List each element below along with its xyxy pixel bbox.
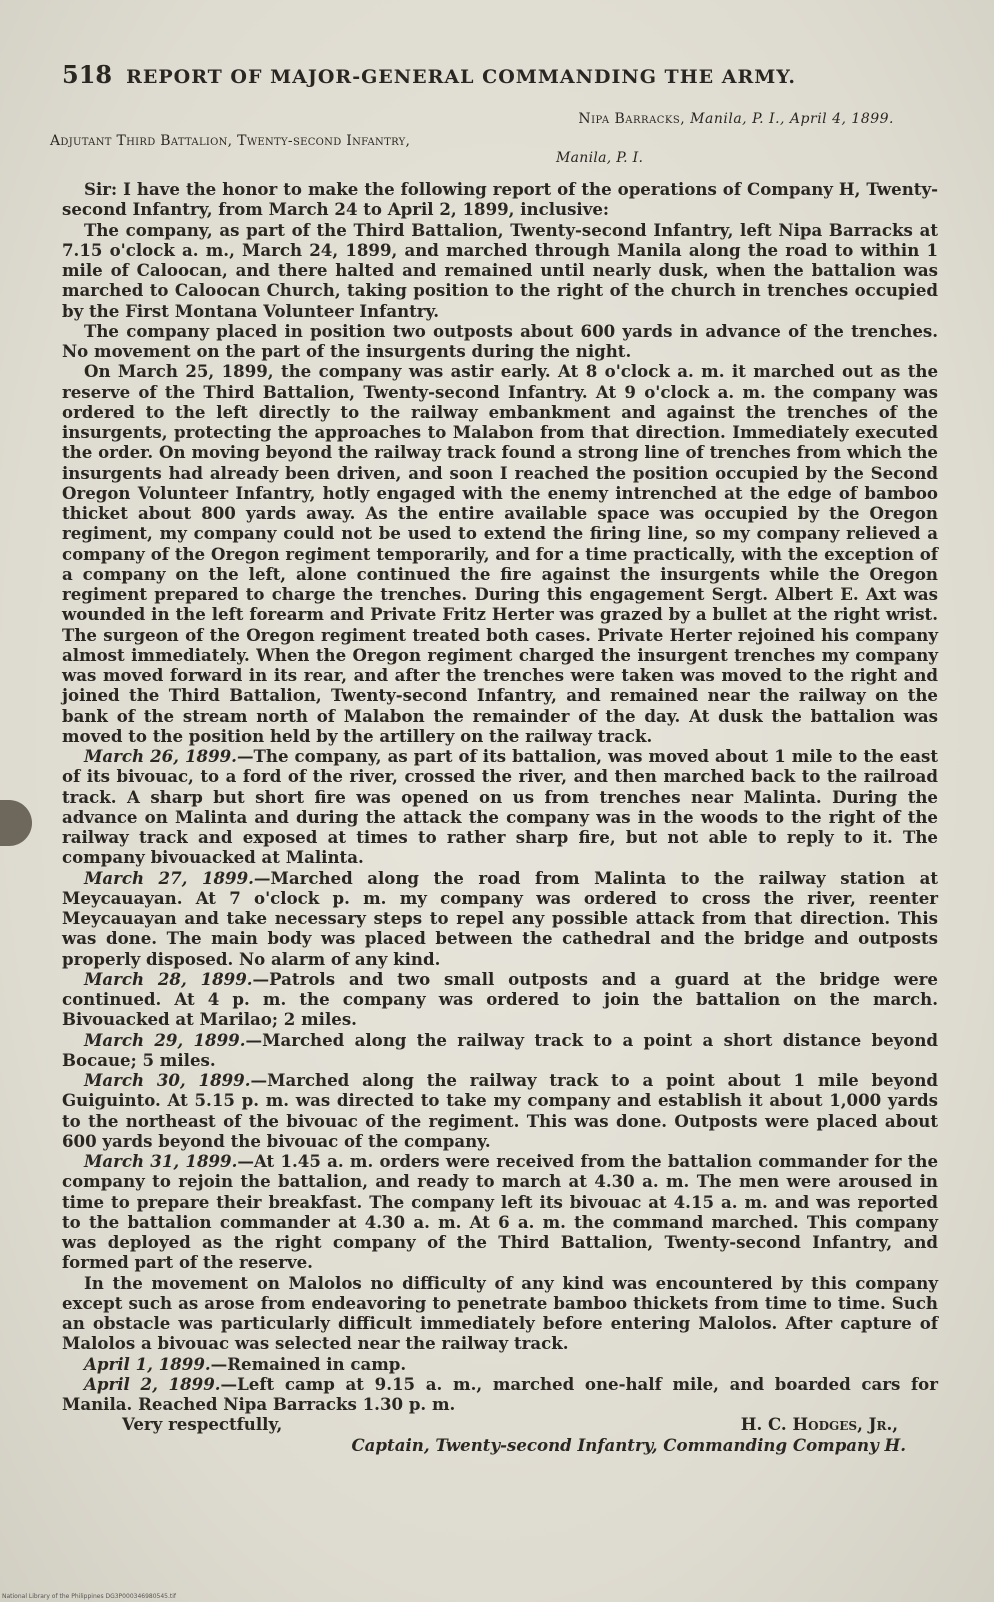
signature: H. C. Hodges, Jr., xyxy=(740,1414,898,1435)
paragraph xyxy=(62,1151,938,1273)
paragraph-date-lead: March 28, 1899. xyxy=(84,968,253,989)
paragraph xyxy=(62,1273,938,1354)
paragraph-text: —Marched along the road from Malinta to the railway station at Meycauayan. At 7 o'clock p. m. my company was ordered to cross the river, reenter Meycauayan and take necessary steps to repel any possible attack from that direction. This was done. The main body was placed between the cathedral and the bridge and outposts properly disposed. No alarm of any kind. xyxy=(62,867,938,969)
paragraph xyxy=(62,746,938,868)
paragraph xyxy=(62,220,938,321)
scan-credit: National Library of the Philippines DG3P000346980545.tif xyxy=(2,1593,177,1600)
paragraph-text: In the movement on Malolos no difficulty of any kind was encountered by this company except such as arose from endeavoring to penetrate bamboo thickets from time to time. Such an obstacle was particularly difficult immediately before entering Malolos. After capture of Malolos a bivouac was selected near the railway track. xyxy=(62,1272,938,1354)
paragraph-date-lead: March 27, 1899. xyxy=(84,867,254,888)
paragraph xyxy=(62,1354,938,1374)
paragraph-text: —Left camp at 9.15 a. m., marched one-half mile, and boarded cars for Manila. Reached Nipa Barracks 1.30 p. m. xyxy=(62,1373,938,1414)
paragraph-text: —Patrols and two small outposts and a guard at the bridge were continued. At 4 p. m. the company was ordered to join the battalion on the march. Bivouacked at Marilao; 2 miles. xyxy=(62,968,938,1030)
page-title: REPORT OF MAJOR-GENERAL COMMANDING THE ARMY. xyxy=(126,66,797,88)
valediction: Very respectfully, xyxy=(122,1414,283,1435)
addressee xyxy=(50,133,938,167)
paragraph-date-lead: March 30, 1899. xyxy=(84,1070,251,1090)
paragraph-date-lead: March 26, 1899. xyxy=(84,746,237,766)
paragraph-date-lead: April 1, 1899. xyxy=(84,1353,211,1374)
paragraph xyxy=(62,179,938,220)
paragraph-text: —Remained in camp. xyxy=(210,1353,407,1374)
addressee-line-2: Manila, P. I. xyxy=(556,150,644,166)
addressee-line-1: Adjutant Third Battalion, Twenty-second Infantry, xyxy=(50,133,411,149)
paragraph xyxy=(62,868,938,969)
paragraph-text: —The company, as part of its battalion, was moved about 1 mile to the east of its bivouac, to a ford of the river, crossed the river, and then marched back to the railroad track. A sharp but short fire was opened on us from trenches near Malinta. During the advance on Malinta and during the attack the company was in the woods to the right of the railway track and exposed at times to rather sharp fire, but not able to reply to it. The company bivouacked at Malinta. xyxy=(62,746,938,868)
paragraph-text: The company placed in position two outposts about 600 yards in advance of the trenches. No movement on the part of the insurgents during the night. xyxy=(62,320,938,361)
paragraph-text: —At 1.45 a. m. orders were received from the battalion commander for the company to rejoin the battalion, and ready to march at 4.30 a. m. The men were aroused in time to prepare their breakfast. The company left its bivouac at 4.15 a. m. and was reported to the battalion commander at 4.30 a. m. At 6 a. m. the command marched. This company was deployed as the right company of the Third Battalion, Twenty-second Infantry, and formed part of the reserve. xyxy=(62,1151,939,1273)
paragraph-date-lead: March 29, 1899. xyxy=(84,1029,246,1050)
paragraph-text: The company, as part of the Third Battalion, Twenty-second Infantry, left Nipa Barracks at 7.15 o'clock a. m., March 24, 1899, and marched through Manila along the road to within 1 mile of Caloocan, and there halted and remained until nearly dusk, when the battalion was marched to Caloocan Church, taking position to the right of the church in trenches occupied by the First Montana Volunteer Infantry. xyxy=(62,219,938,321)
paragraph xyxy=(62,361,938,746)
paragraph-text: On March 25, 1899, the company was astir early. At 8 o'clock a. m. it marched out as the reserve of the Third Battalion, Twenty-second Infantry. At 9 o'clock a. m. the company was ordered to the left directly to the railway embankment and against the trenches of the insurgents, protecting the approaches to Malabon from that direction. Immediately executed the order. On moving beyond the railway track found a strong line of trenches from which the insurgents had already been driven, and soon I reached the position occupied by the Second Oregon Volunteer Infantry, hotly engaged with the enemy intrenched at the edge of bamboo thicket about 800 yards away. As the entire available space was occupied by the Oregon regiment, my company could not be used to extend the firing line, so my company relieved a company of the Oregon regiment temporarily, and for a time practically, with the exception of a company on the left, alone continued the fire against the insurgents while the Oregon regiment prepared to charge the trenches. During this engagement Sergt. Albert E. Axt was wounded in the left forearm and Private Fritz Herter was grazed by a bullet at the right wrist. The surgeon of the Oregon regiment treated both cases. Private Herter rejoined his company almost immediately. When the Oregon regiment charged the insurgent trenches my company was moved forward in its rear, and after the trenches were taken was moved to the right and joined the Third Battalion, Twenty-second Infantry, and remained near the railway on the bank of the stream north of Malabon the remainder of the day. At dusk the battalion was moved to the position held by the artillery on the railway track. xyxy=(62,361,938,746)
dateline-date: Manila, P. I., April 4, 1899. xyxy=(690,111,894,127)
paragraph xyxy=(62,321,938,362)
paragraph xyxy=(62,1030,938,1071)
closing-block xyxy=(62,1414,938,1458)
scan-thumb-mark xyxy=(0,800,32,846)
dateline-place: Nipa Barracks, xyxy=(578,111,686,127)
page-number: 518 xyxy=(62,60,113,89)
signature-title: Captain, Twenty-second Infantry, Commanding Company H. xyxy=(351,1435,906,1456)
report-paragraphs xyxy=(62,179,938,1414)
paragraph-date-lead: April 2, 1899. xyxy=(84,1373,221,1394)
paragraph xyxy=(62,1374,938,1415)
paragraph-text: —Marched along the railway track to a point about 1 mile beyond Guiguinto. At 5.15 p. m. was directed to take my company and establish it about 1,000 yards to the northeast of the bivouac of the regiment. This was done. Outposts were placed about 600 yards beyond the bivouac of the company. xyxy=(62,1070,938,1151)
paragraph xyxy=(62,969,938,1030)
paragraph xyxy=(62,1070,938,1151)
dateline xyxy=(62,111,894,127)
paragraph-text: —Marched along the railway track to a point a short distance beyond Bocaue; 5 miles. xyxy=(62,1029,939,1070)
paragraph-date-lead: March 31, 1899. xyxy=(84,1151,238,1171)
document-body xyxy=(50,60,939,1458)
running-head xyxy=(62,60,938,89)
paragraph-text: Sir: I have the honor to make the following report of the operations of Company H, Twenty-second Infantry, from March 24 to April 2, 1899, inclusive: xyxy=(62,179,938,220)
